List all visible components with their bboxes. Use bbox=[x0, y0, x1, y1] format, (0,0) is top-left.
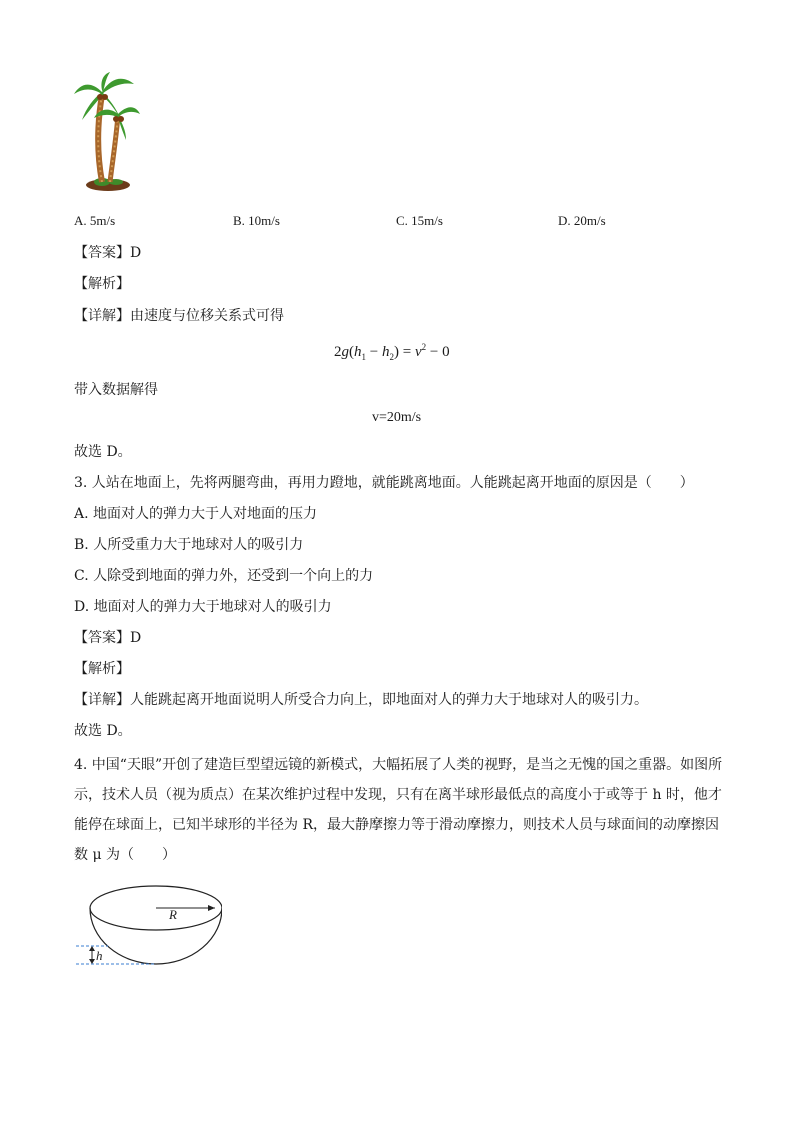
option-b: B. 10m/s bbox=[233, 213, 280, 228]
palm-tree-image bbox=[72, 70, 142, 192]
q3-detail: 【详解】人能跳起离开地面说明人所受合力向上，即地面对人的弹力大于地球对人的吸引力。 bbox=[74, 692, 648, 708]
option-d: D. 20m/s bbox=[558, 213, 606, 228]
hemisphere-diagram bbox=[72, 880, 222, 972]
q2-conclusion: 故选 D。 bbox=[74, 444, 132, 460]
option-a: A. 5m/s bbox=[74, 213, 116, 228]
q2-result: v=20m/s bbox=[372, 410, 422, 425]
q2-analysis: 【解析】 bbox=[74, 276, 130, 292]
q3-conclusion: 故选 D。 bbox=[74, 723, 132, 739]
equation: $2g(h_1 - h_2) = v^2 - 0$ bbox=[334, 342, 450, 362]
q3-answer: 【答案】D bbox=[74, 630, 142, 646]
q3-option-d: D. 地面对人的弹力大于地球对人的吸引力 bbox=[74, 599, 332, 615]
q2-sub: 带入数据解得 bbox=[74, 382, 158, 398]
q2-answer: 【答案】D bbox=[74, 245, 142, 261]
option-c: C. 15m/s bbox=[396, 213, 443, 228]
height-label: h bbox=[96, 948, 103, 963]
q3-analysis: 【解析】 bbox=[74, 661, 130, 677]
q3-option-c: C. 人除受到地面的弹力外，还受到一个向上的力 bbox=[74, 568, 374, 584]
q3-option-a: A. 地面对人的弹力大于人对地面的压力 bbox=[74, 506, 318, 522]
radius-label: R bbox=[169, 907, 177, 922]
q3-option-b: B. 人所受重力大于地球对人的吸引力 bbox=[74, 537, 304, 553]
q3-stem: 3. 人站在地面上，先将两腿弯曲，再用力蹬地，就能跳离地面。人能跳起离开地面的原因是（ ） bbox=[74, 475, 694, 491]
q2-detail: 【详解】由速度与位移关系式可得 bbox=[74, 308, 284, 324]
q4-stem: 4. 中国“天眼”开创了建造巨型望远镜的新模式，大幅拓展了人类的视野，是当之无愧的国之重器。如图所示，技术人员（视为质点）在某次维护过程中发现，只有在离半球形最低点的高度小于或等于 h 时，他才能停在球面上，已知半球形的半径为 R，最大静摩擦力等于滑动摩擦力，则技术人员与球面间的动摩擦因数 μ 为（ ） bbox=[74, 757, 723, 863]
